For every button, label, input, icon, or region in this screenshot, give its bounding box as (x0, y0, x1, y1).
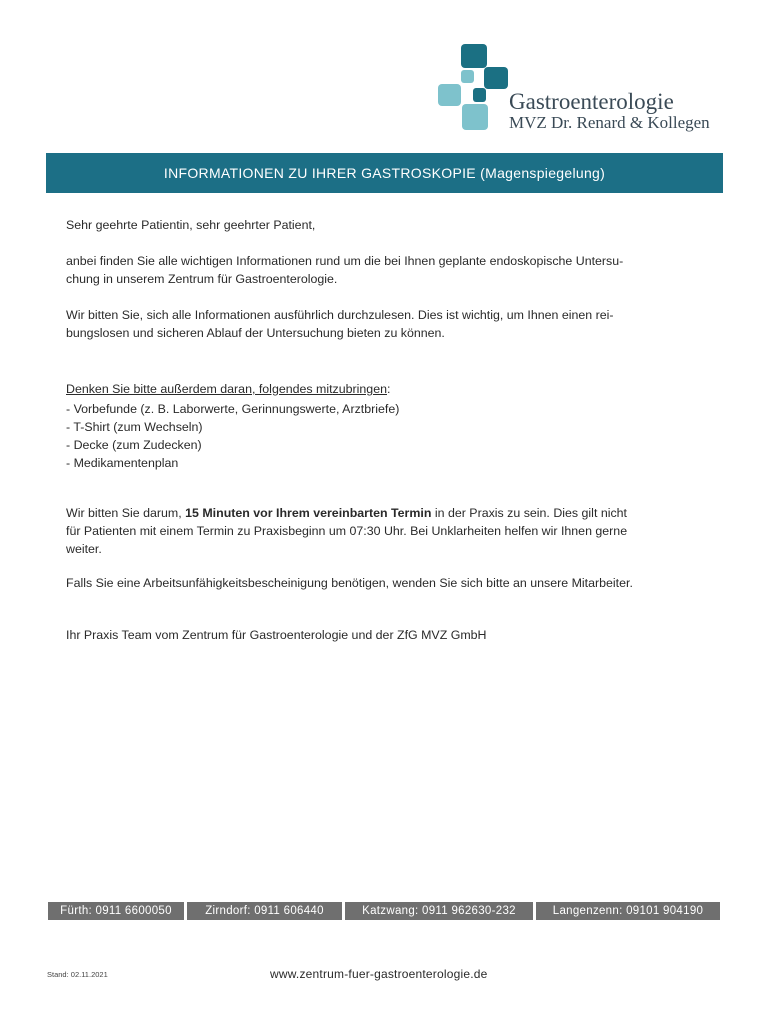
document-date: Stand: 02.11.2021 (47, 970, 108, 979)
arrival-time-emphasis: 15 Minuten vor Ihrem vereinbarten Termin (185, 506, 432, 520)
read-paragraph-line-2: bungslosen und sicheren Ablauf der Untersuchung bieten zu können. (66, 326, 445, 340)
arrival-text-pre: Wir bitten Sie darum, (66, 506, 186, 520)
closing-signature: Ihr Praxis Team vom Zentrum für Gastroenterologie und der ZfG MVZ GmbH (66, 628, 487, 642)
bring-list (66, 400, 700, 472)
practice-logo (436, 42, 736, 138)
read-paragraph-line-1: Wir bitten Sie, sich alle Informationen ausführlich durchzulesen. Dies ist wichtig, um Ihnen einen rei- (66, 308, 614, 322)
intro-paragraph-line-2: chung in unserem Zentrum für Gastroenterologie. (66, 272, 338, 286)
list-item: - Medikamentenplan (66, 456, 179, 470)
footer-phone-bar (48, 902, 722, 920)
bring-heading: Denken Sie bitte außerdem daran, folgendes mitzubringen (66, 382, 387, 396)
page-title: INFORMATIONEN ZU IHRER GASTROSKOPIE (163, 165, 476, 181)
list-item: - T-Shirt (zum Wechseln) (66, 420, 203, 434)
logo-name: Gastroenterologie (509, 89, 674, 114)
logo-cross-icon (436, 42, 506, 134)
list-item: - Decke (zum Zudecken) (66, 438, 202, 452)
list-item: - Vorbefunde (z. B. Laborwerte, Gerinnungswerte, Arztbriefe) (66, 402, 400, 416)
phone-langenzenn: Langenzenn: 09101 904190 (536, 902, 720, 920)
phone-fuerth: Fürth: 0911 6600050 (48, 902, 184, 920)
sick-note-paragraph: Falls Sie eine Arbeitsunfähigkeitsbescheinigung benötigen, wenden Sie sich bitte an unsere Mitarbeiter. (66, 576, 633, 590)
page-title-sub: (Magenspiegelung) (480, 165, 606, 181)
arrival-line-3: weiter. (66, 542, 102, 556)
phone-katzwang: Katzwang: 0911 962630-232 (345, 902, 533, 920)
phone-zirndorf: Zirndorf: 0911 606440 (187, 902, 342, 920)
website-link[interactable]: www.zentrum-fuer-gastroenterologie.de (270, 967, 488, 981)
bring-heading-colon: : (386, 382, 391, 396)
letter-body (66, 216, 700, 644)
arrival-text-post: in der Praxis zu sein. Dies gilt nicht (431, 506, 627, 520)
page-title-bar (46, 153, 723, 193)
arrival-line-2: für Patienten mit einem Termin zu Praxisbeginn um 07:30 Uhr. Bei Unklarheiten helfen wir Ihnen gerne (66, 524, 628, 538)
salutation: Sehr geehrte Patientin, sehr geehrter Patient, (66, 218, 316, 232)
logo-subtitle: MVZ Dr. Renard & Kollegen (509, 113, 710, 132)
intro-paragraph-line-1: anbei finden Sie alle wichtigen Informationen rund um die bei Ihnen geplante endoskopische Untersu- (66, 254, 624, 268)
